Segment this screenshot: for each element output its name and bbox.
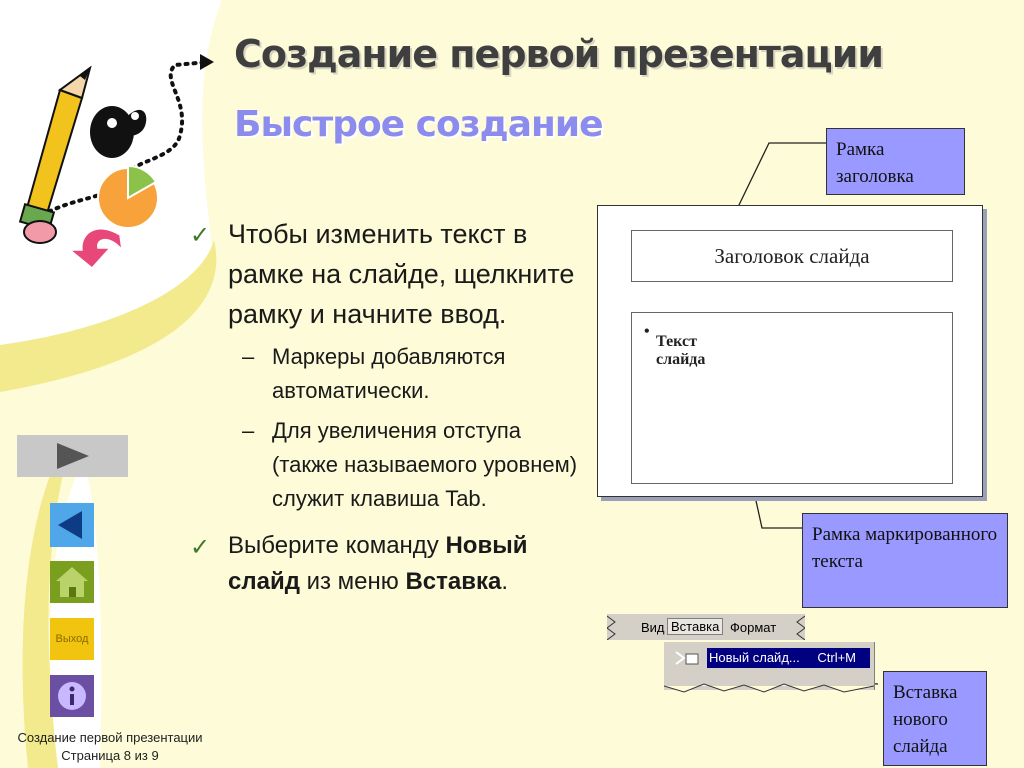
slide-title: Создание первой презентации	[234, 32, 883, 76]
command-name: Новый слайд	[228, 532, 528, 595]
callout-bullet-frame: Рамка маркированного текста	[802, 513, 1008, 608]
body-placeholder	[631, 312, 953, 484]
bullet-text: Выберите команду	[228, 532, 446, 559]
sub-bullet-text: Для увеличения отступа (также называемого уровнем) служит клавиша Tab.	[272, 418, 578, 511]
menu-name: Вставка	[405, 568, 502, 595]
dash-marker: –	[242, 344, 255, 369]
info-icon	[50, 675, 94, 717]
title-placeholder: Заголовок слайда	[631, 230, 953, 282]
back-arrow-icon	[50, 503, 94, 547]
sub-bullet-item	[190, 414, 590, 516]
footer	[0, 729, 220, 765]
slide-subtitle: Быстрое создание	[234, 104, 603, 145]
bullet-item	[190, 214, 590, 334]
mascot-icon	[90, 106, 146, 158]
slide-diagram	[597, 205, 983, 497]
new-slide-icon	[672, 644, 702, 674]
info-button[interactable]	[50, 675, 94, 717]
callout-new-slide: Вставка нового слайда	[883, 671, 987, 766]
bullet-text: Чтобы изменить текст в рамке на слайде, щелкните рамку и начните ввод.	[228, 219, 575, 329]
sub-bullet-text: Маркеры добавляются автоматически.	[272, 344, 506, 403]
home-button[interactable]	[50, 561, 94, 603]
bullet-list	[190, 214, 590, 600]
menu-format: Формат	[730, 620, 777, 635]
menu-view: Вид	[641, 620, 665, 635]
checkmark-icon: ✓	[190, 534, 211, 561]
exit-button[interactable]: Выход	[50, 618, 94, 660]
dash-marker: –	[242, 418, 255, 443]
body-bullet: • Текст слайда	[644, 323, 706, 368]
bullet-text: из меню	[299, 568, 406, 595]
menu-insert: Вставка	[667, 618, 723, 635]
new-slide-menu-item	[707, 648, 870, 668]
previous-slide-button[interactable]	[50, 503, 94, 547]
next-slide-button[interactable]	[17, 435, 128, 477]
callout-title-frame: Рамка заголовка	[826, 128, 965, 195]
home-icon	[50, 561, 94, 603]
page-counter: Страница 8 из 9	[61, 748, 159, 763]
play-icon	[17, 435, 128, 477]
menu-item-label: Новый слайд...	[709, 650, 800, 665]
torn-bottom-edge	[664, 682, 874, 694]
presentation-name: Создание первой презентации	[17, 730, 203, 745]
checkmark-icon: ✓	[190, 222, 211, 249]
insert-menu-dropdown	[664, 642, 875, 690]
bullet-text: .	[501, 568, 509, 595]
shortcut-label: Ctrl+M	[817, 650, 856, 665]
bullet-item	[190, 528, 590, 600]
sub-bullet-item	[190, 340, 590, 408]
clipart-illustration	[0, 50, 220, 280]
curved-arrow-icon	[70, 229, 122, 268]
pie-chart-icon	[98, 166, 158, 228]
pencil-icon	[20, 68, 90, 243]
menu-bar-mockup	[607, 614, 805, 640]
